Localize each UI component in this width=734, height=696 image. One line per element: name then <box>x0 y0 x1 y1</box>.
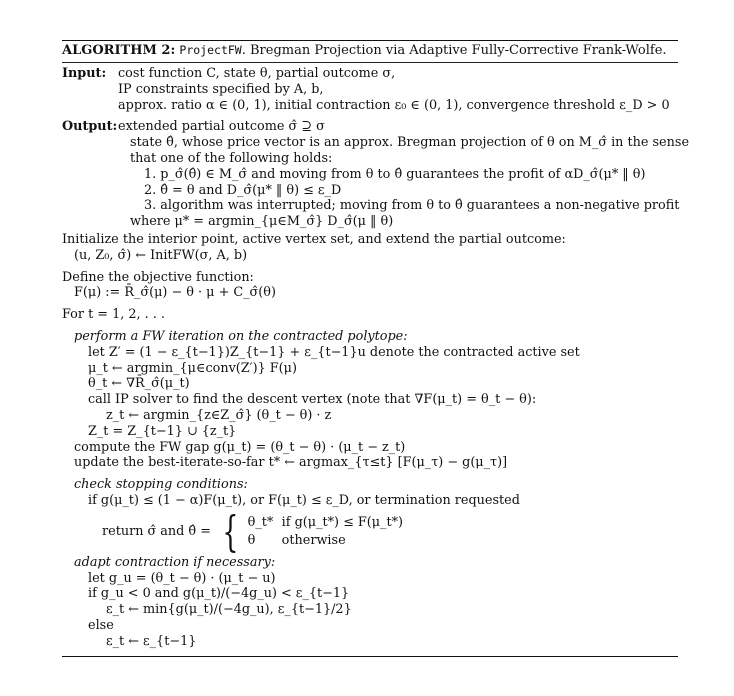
objective-line: F(μ) := R̄_σ̂(μ) − θ · μ + C_σ̂(θ) <box>74 285 276 301</box>
fw-sub-line: Z_t = Z_{t−1} ∪ {z_t} <box>88 423 237 439</box>
adapt-then: ε_t ← min{g(μ_t)/(−4g_u), ε_{t−1}/2} <box>106 602 352 618</box>
algorithm-box <box>62 40 690 657</box>
adapt-else: ε_t ← ε_{t−1} <box>106 633 197 649</box>
algorithm-name: ProjectFW <box>179 43 242 57</box>
title-rule <box>62 62 678 63</box>
output-where: where μ* = argmin_{μ∈M_σ̂} D_σ̂(μ ‖ θ) <box>130 214 394 230</box>
case-rows <box>248 514 403 550</box>
input-line: cost function C, state θ, partial outcome σ, <box>118 66 396 81</box>
for-line: For t = 1, 2, . . . <box>62 307 165 323</box>
input-line: approx. ratio α ∈ (0, 1), initial contraction ε₀ ∈ (0, 1), convergence threshold ε_D > 0 <box>118 97 670 113</box>
init-call: (u, Z₀, σ̂) ← InitFW(σ, A, b) <box>74 247 248 263</box>
return-label: return σ̂ and θ̂ = <box>102 523 211 539</box>
output-item: 1. p_σ̂(θ̂) ∈ M_σ̂ and moving from θ to θ̂ guarantees the profit of αD_σ̂(μ* ‖ θ) <box>144 166 646 182</box>
cases-brace: { <box>222 506 239 556</box>
output-section <box>62 119 690 230</box>
output-label: Output: <box>62 119 118 135</box>
return-cases <box>62 506 678 556</box>
output-item: 3. algorithm was interrupted; moving from θ to θ̂ guarantees a non-negative profit <box>144 198 680 214</box>
fw-sub-line: z_t ← argmin_{z∈Z_σ̂} (θ_t − θ) · z <box>106 407 332 423</box>
output-line: state θ̂, whose price vector is an approx. Bregman projection of θ on M_σ̂ in the sense <box>130 135 690 151</box>
fw-line: let Z′ = (1 − ε_{t−1})Z_{t−1} + ε_{t−1}u denote the contracted active set <box>88 344 580 360</box>
input-line: IP constraints specified by A, b, <box>118 81 324 97</box>
define-line: Define the objective function: <box>62 269 254 285</box>
output-item: 2. θ̂ = θ and D_σ̂(μ* ‖ θ) ≤ ε_D <box>144 182 342 198</box>
algorithm-title-text: . Bregman Projection via Adaptive Fully-Corrective Frank-Wolfe. <box>241 43 667 58</box>
case-condition: otherwise <box>281 532 346 548</box>
fw-line: θ_t ← ∇R̄_σ̂(μ_t) <box>88 376 190 392</box>
init-line: Initialize the interior point, active vertex set, and extend the partial outcome: <box>62 231 566 247</box>
stop-heading: check stopping conditions: <box>74 477 248 493</box>
adapt-line: if g_u < 0 and g(μ_t)/(−4g_u) < ε_{t−1} <box>88 586 350 602</box>
fw-line: μ_t ← argmin_{μ∈conv(Z′)} F(μ) <box>88 360 297 376</box>
algorithm-body <box>62 232 678 650</box>
adapt-heading: adapt contraction if necessary: <box>74 554 276 570</box>
stop-condition: if g(μ_t) ≤ (1 − α)F(μ_t), or F(μ_t) ≤ ε_D, or termination requested <box>88 492 520 508</box>
output-line: extended partial outcome σ̂ ⊇ σ <box>118 119 325 135</box>
input-label: Input: <box>62 66 107 81</box>
output-line: that one of the following holds: <box>130 150 333 166</box>
best-iterate-line: update the best-iterate-so-far t* ← argmax_{τ≤t} [F(μ_τ) − g(μ_τ)] <box>74 455 508 471</box>
algorithm-title <box>62 41 678 62</box>
case-condition: if g(μ_t*) ≤ F(μ_t*) <box>281 514 403 530</box>
fw-heading: perform a FW iteration on the contracted polytope: <box>74 328 408 344</box>
fw-line: call IP solver to find the descent vertex (note that ∇F(μ_t) = θ_t − θ): <box>88 392 537 408</box>
case-value: θ <box>247 532 256 548</box>
input-section <box>62 66 678 113</box>
algorithm-label: ALGORITHM 2: <box>62 43 176 58</box>
case-value: θ_t* <box>247 514 274 530</box>
gap-line: compute the FW gap g(μ_t) = (θ_t − θ) · (μ_t − z_t) <box>74 439 406 455</box>
else-line: else <box>88 617 114 633</box>
bottom-rule <box>62 656 678 657</box>
adapt-line: let g_u = (θ_t − θ) · (μ_t − u) <box>88 570 276 586</box>
